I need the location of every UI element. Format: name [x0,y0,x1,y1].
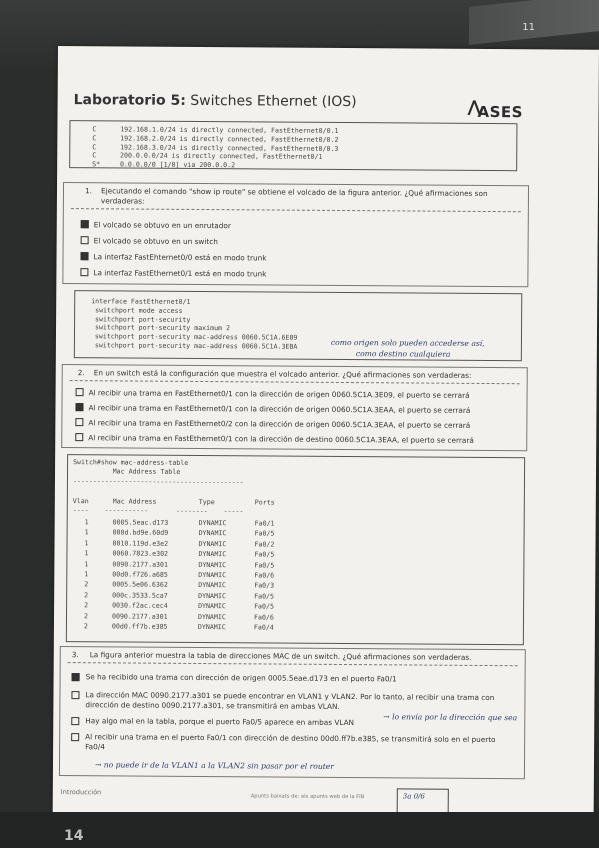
mac-table-col-vlan: Vlan [72,497,89,506]
route-line: S* 0.0.0.0/0 [1/0] via 200.0.0.2 [92,160,236,170]
q1-checkbox[interactable] [81,236,89,244]
mac-table-col-ports: Ports [254,498,275,507]
config-line: switchport port-security mac-address 0060.5C1A.6E09 [90,332,298,342]
config-line: switchport port-security [91,314,191,324]
mac-row-vlan: 1 [84,549,89,558]
mac-row-address: 00d0.ff7b.e385 [111,622,168,631]
config-note-line-2: como destino cualquiera [355,349,451,359]
q3-note-b: → lo envía por la dirección que sea [383,712,518,723]
question-2-text: En un switch está la configuración que muestra el volcado anterior. ¿Qué afirmaciones son verdaderas: [93,368,472,380]
mac-row-type: DYNAMIC [198,539,227,548]
q3-option-line: dirección de destino 0090.2177.a301, se transmitirá en ambas VLAN. [85,700,340,711]
mac-row-vlan: 2 [84,590,89,600]
mac-row-address: 000d.bd9e.60d9 [112,528,169,538]
mac-row-port: Fa0/2 [254,540,275,549]
q1-option[interactable] [80,252,266,262]
ruler-text: 11 [522,22,535,33]
mac-table-col-type: Type [198,497,215,507]
mac-row-port: Fa0/6 [254,571,275,580]
q3-option-line: Hay algo mal en la tabla, porque el puerto Fa0/5 aparece en ambas VLAN [85,716,355,728]
mac-table-separator: ------------------------------------------- [72,477,244,487]
q1-option-label: El volcado se obtuvo en un enrutador [93,220,231,231]
mac-row-port: Fa0/5 [254,550,275,559]
q1-option[interactable] [81,220,231,230]
mac-row-vlan: 2 [83,622,88,631]
q2-option-label: Al recibir una trama en FastEthernet0/1 con la dirección de origen 0060.5C1A.3E09, el puerto se cerrará [88,388,470,400]
document-page [53,46,599,836]
q2-checkbox[interactable] [76,388,84,396]
grade-stamp-text: 3a 0/6 [402,792,425,801]
q3-note-d: → no puede ir de la VLAN1 a la VLAN2 sin pasar por el router [94,760,334,771]
config-line: interface FastEthernet0/1 [91,297,191,306]
footer-source: Apunts baixats de: els apunts web de la FIB [250,793,365,801]
mac-row-type: DYNAMIC [198,591,226,600]
mac-row-vlan: 1 [84,528,89,537]
mac-row-vlan: 1 [84,559,89,568]
mac-row-type: DYNAMIC [197,622,226,632]
q1-checkbox[interactable] [81,252,89,260]
q2-option-label: Al recibir una trama en FastEthernet0/1 con la dirección de destino 0060.5C1A.3EAA, el puerto se cerrará [88,433,474,445]
question-3-text: La figura anterior muestra la tabla de direcciones MAC de un switch. ¿Qué afirmaciones son verdaderas. [89,650,472,662]
route-table-box [69,120,517,171]
mac-row-port: Fa0/1 [254,519,275,528]
mac-row-address: 0060.7823.e302 [112,549,169,558]
mac-table-underline: ---- ----------- -------- ----- [72,506,244,516]
q2-checkbox[interactable] [75,403,83,411]
q3-option-line: Fa0/4 [85,742,105,752]
q1-option-label: La interfaz FastEthernet0/1 está en modo trunk [93,268,267,279]
mac-table-heading: Mac Address Table [73,467,181,476]
q3-option-line: Se ha recibido una trama con dirección de origen 0005.5eae.d173 en el puerto Fa0/1 [85,672,397,684]
footer-section: Introducción [60,788,102,797]
q3-checkbox[interactable] [71,691,79,699]
mac-row-port: Fa0/5 [254,529,275,538]
page-corner-number: 14 [64,828,84,844]
config-note-line-1: como origen solo pueden accederse así, [330,337,485,348]
mac-row-vlan: 1 [84,570,89,579]
mac-row-address: 0010.119d.e3e2 [112,539,169,548]
mac-row-address: 0030.f2ac.cec4 [112,601,168,610]
page-title: Laboratorio 5: Switches Ethernet (IOS) [73,92,357,111]
q1-checkbox[interactable] [80,268,88,276]
question-2-number: 2. [77,368,85,378]
mac-row-port: Fa0/6 [253,612,274,622]
mac-row-address: 0090.2177.a301 [112,559,168,569]
q1-checkbox[interactable] [81,220,89,228]
mac-row-port: Fa0/5 [254,592,275,601]
q1-option[interactable] [81,236,218,246]
mac-table-command: Switch#show mac-address-table [73,458,189,467]
mac-row-type: DYNAMIC [198,581,227,590]
route-line: C 200.0.0.0/24 is directly connected, FastEthernet0/1 [92,151,323,162]
mac-row-type: DYNAMIC [198,602,226,611]
route-line: C 192.168.3.0/24 is directly connected, FastEthernet0/0.3 [92,142,339,153]
mac-row-vlan: 1 [84,518,89,527]
route-line: C 192.168.1.0/24 is directly connected, FastEthernet0/0.1 [92,125,339,135]
mac-row-address: 0005.5eac.d173 [112,518,169,527]
q2-checkbox[interactable] [75,433,83,441]
config-line: switchport port-security mac-address 0060.5C1A.3EBA [90,341,298,351]
q1-option-label: La interfaz FastEhternet0/0 está en modo trunk [93,252,267,263]
mac-row-vlan: 2 [83,611,89,620]
q1-option-label: El volcado se obtuvo en un switch [93,236,218,247]
question-1-text: Ejecutando el comando "show ip route" se obtiene el volcado de la figura anterior. ¿Qué afirmaciones son verdaderas: [100,186,488,206]
config-line: switchport port-security maximum 2 [91,323,231,333]
background-desk-bottom [0,812,599,848]
question-1-number: 1. [84,186,92,196]
logo-mark-icon: ⋀ [467,96,482,116]
mac-row-address: 00d0.f726.a685 [112,570,168,579]
mac-row-port: Fa0/5 [254,560,275,570]
ases-logo: ASES [477,102,524,122]
mac-row-type: DYNAMIC [198,570,227,580]
mac-row-type: DYNAMIC [197,612,226,621]
q3-option-line: Al recibir una trama en el puerto Fa0/1 con dirección de destino 00d0.ff7b.e385, se transmitirá solo en el puerto [85,732,496,745]
route-line: C 192.168.2.0/24 is directly connected, FastEthernet0/0.2 [92,134,339,144]
config-line: switchport mode access [91,306,183,315]
mac-row-port: Fa0/4 [253,623,274,632]
q3-option-line: La dirección MAC 0090.2177.a301 se puede encontrar en VLAN1 y VLAN2. Por lo tanto, al recibir una trama con [85,690,495,703]
q2-checkbox[interactable] [75,418,83,426]
mac-row-type: DYNAMIC [198,550,227,559]
q1-option[interactable] [80,268,266,278]
q3-checkbox[interactable] [71,733,79,741]
q2-option-label: Al recibir una trama en FastEthernet0/1 con la dirección de origen 0060.5C1A.3EAA, el puerto se cerrará [88,403,471,415]
mac-row-port: Fa0/3 [254,581,275,590]
mac-row-type: DYNAMIC [198,518,227,528]
mac-row-address: 0005.5e06.6362 [112,580,168,590]
q3-checkbox[interactable] [71,717,79,725]
config-box [74,290,522,361]
q3-checkbox[interactable] [72,673,80,681]
mac-row-vlan: 1 [84,538,89,548]
q2-option-label: Al recibir una trama en FastEthernet0/2 con la dirección de origen 0060.5C1A.3EAA, el puerto se cerrará [88,418,471,430]
mac-row-vlan: 2 [84,601,89,610]
mac-row-port: Fa0/5 [254,602,274,611]
question-3-number: 3. [71,650,79,660]
mac-table-col-mac: Mac Address [112,497,157,506]
mac-row-address: 0090.2177.a301 [111,611,168,621]
mac-row-type: DYNAMIC [198,529,227,538]
mac-row-type: DYNAMIC [198,560,227,569]
mac-row-vlan: 2 [84,580,89,589]
mac-row-address: 000c.3533.5ca7 [112,591,168,600]
